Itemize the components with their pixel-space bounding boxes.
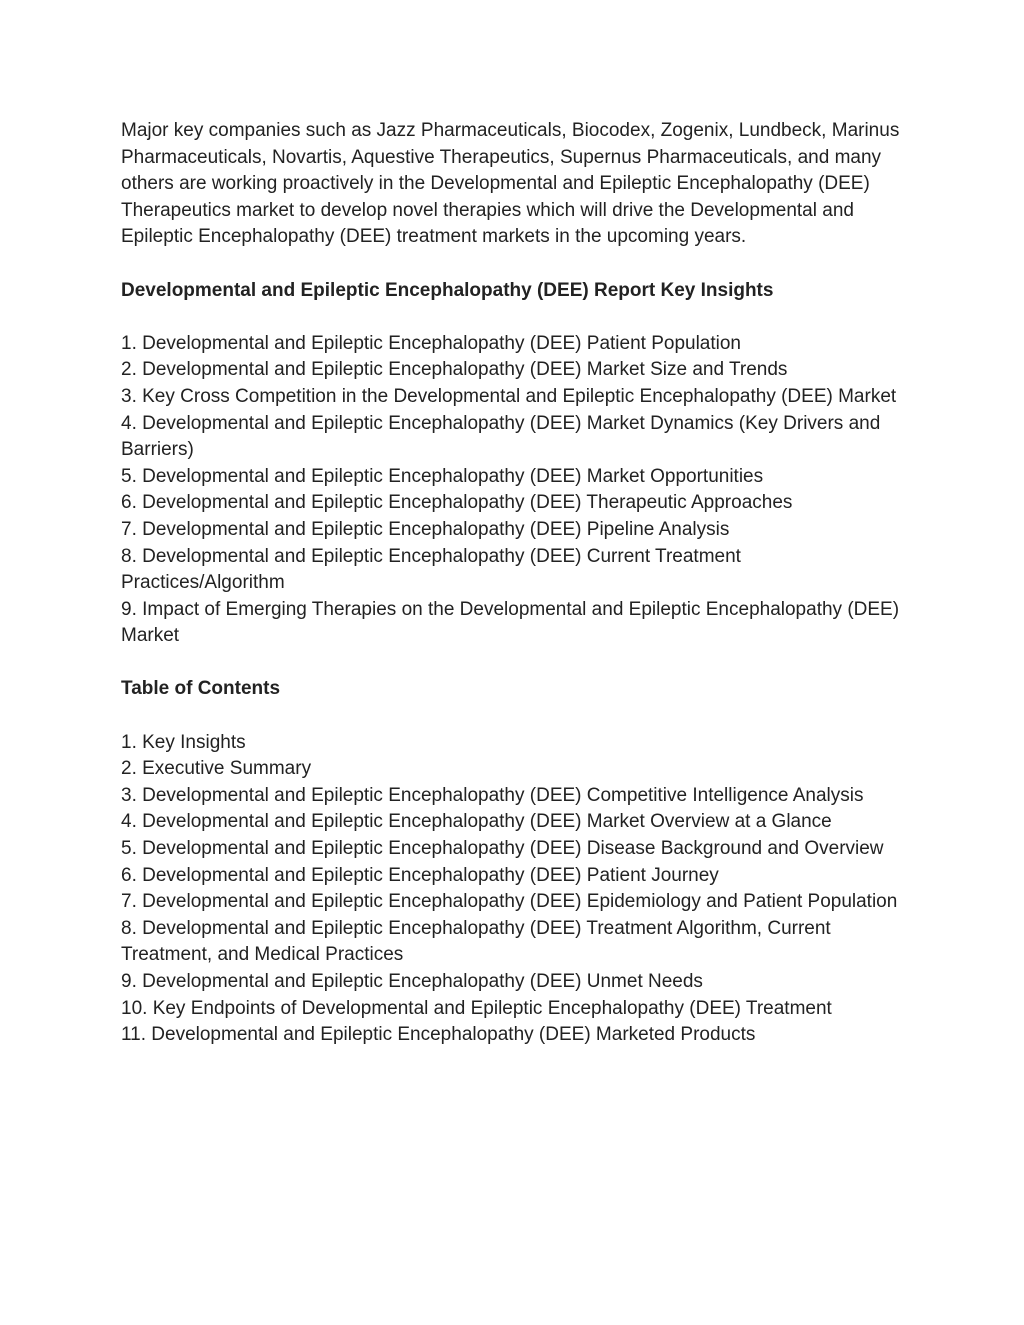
list-item: 2. Developmental and Epileptic Encephalopathy (DEE) Market Size and Trends [121,359,788,381]
list-item: 3. Developmental and Epileptic Encephalopathy (DEE) Competitive Intelligence Analysis [121,784,864,806]
document-page [121,118,901,1075]
list-item: 6. Developmental and Epileptic Encephalopathy (DEE) Patient Journey [121,864,719,886]
insights-heading: Developmental and Epileptic Encephalopathy (DEE) Report Key Insights [121,279,774,301]
list-item: 8. Developmental and Epileptic Encephalopathy (DEE) Treatment Algorithm, Current Treatment, and Medical Practices [121,917,831,966]
toc-list [121,730,901,1049]
list-item: 9. Impact of Emerging Therapies on the Developmental and Epileptic Encephalopathy (DEE) Market [121,598,900,647]
toc-heading: Table of Contents [121,678,281,700]
list-item: 4. Developmental and Epileptic Encephalopathy (DEE) Market Dynamics (Key Drivers and Barriers) [121,412,881,461]
list-item: 4. Developmental and Epileptic Encephalopathy (DEE) Market Overview at a Glance [121,811,832,833]
list-item: 6. Developmental and Epileptic Encephalopathy (DEE) Therapeutic Approaches [121,492,793,514]
insights-list [121,331,901,650]
list-item: 9. Developmental and Epileptic Encephalopathy (DEE) Unmet Needs [121,971,703,992]
list-item: 1. Key Insights [121,731,246,753]
list-item: 1. Developmental and Epileptic Encephalopathy (DEE) Patient Population [121,332,741,354]
list-item: 7. Developmental and Epileptic Encephalopathy (DEE) Epidemiology and Patient Population [121,891,898,913]
list-item: 8. Developmental and Epileptic Encephalopathy (DEE) Current Treatment Practices/Algorithm [121,545,741,594]
list-item: 11. Developmental and Epileptic Encephalopathy (DEE) Marketed Products [121,1024,756,1046]
intro-paragraph: Major key companies such as Jazz Pharmaceuticals, Biocodex, Zogenix, Lundbeck, Marinus Pharmaceuticals, Novartis, Aquestive Therapeutics, Supernus Pharmaceuticals, and many others are working proactively in the Developmental and Epileptic Encephalopathy (DEE) Therapeutics market to develop novel therapies which will drive the Developmental and Epileptic Encephalopathy (DEE) treatment markets in the upcoming years. [121,120,900,248]
list-item: 3. Key Cross Competition in the Developmental and Epileptic Encephalopathy (DEE) Market [121,385,897,407]
list-item: 2. Executive Summary [121,758,312,780]
list-item: 10. Key Endpoints of Developmental and Epileptic Encephalopathy (DEE) Treatment [121,997,832,1019]
list-item: 5. Developmental and Epileptic Encephalopathy (DEE) Disease Background and Overview [121,838,884,860]
list-item: 5. Developmental and Epileptic Encephalopathy (DEE) Market Opportunities [121,465,764,487]
list-item: 7. Developmental and Epileptic Encephalopathy (DEE) Pipeline Analysis [121,518,730,540]
